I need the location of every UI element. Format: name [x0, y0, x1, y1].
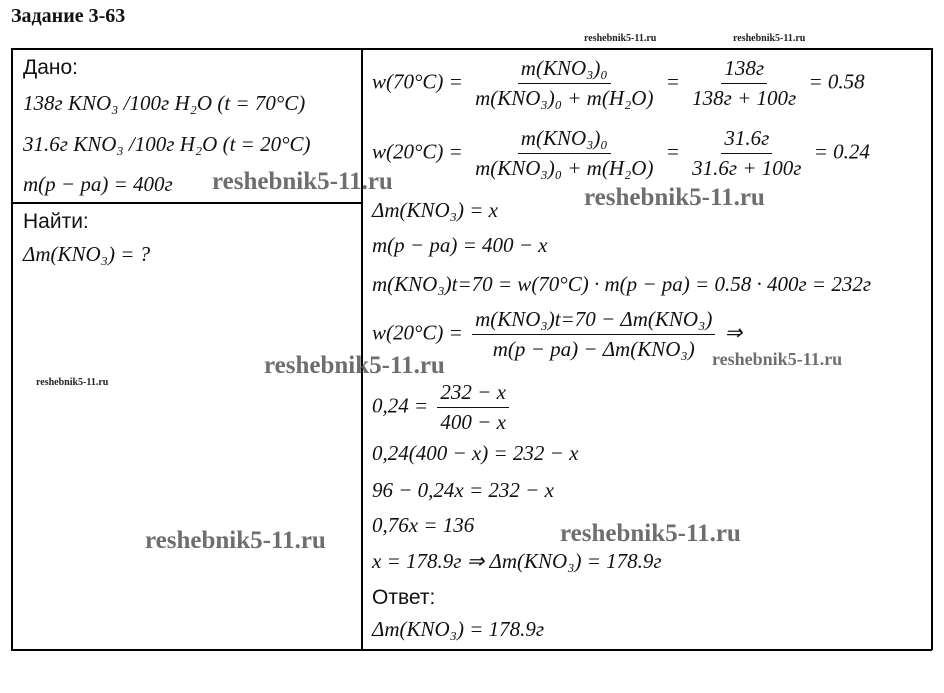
watermark: reshebnik5-11.ru	[264, 352, 445, 379]
find-header: Найти:	[23, 210, 89, 233]
answer-line: Δm(KNO₃) = 178.9г	[372, 617, 545, 641]
watermark: reshebnik5-11.ru	[145, 527, 326, 554]
solution-line: 0,76x = 136	[372, 513, 475, 537]
solution-line: m(p − pa) = 400 − x	[372, 233, 548, 257]
table-border-left	[11, 48, 13, 650]
equation-w20: w(20°C) = $\frac{\text{m(KNO₃)₀}}{\text{m(KNO₃)₀ + m(H₂O)}}$ = $\frac{31.6г}{31.6г + 100г}$ = 0.24	[372, 126, 870, 180]
watermark: reshebnik5-11.ru	[712, 349, 843, 369]
solution-line: m(KNO₃)t=70 = w(70°C) · m(p − pa) = 0.58 · 400г = 232г	[372, 272, 872, 296]
find-line: Δm(KNO₃) = ?	[23, 242, 151, 266]
given-line: m(p − pa) = 400г	[23, 172, 173, 196]
equation-w70: w(70°C) = $\frac{\text{m(KNO₃)₀}}{\text{m(KNO₃)₀ + m(H₂O)}}$ = $\frac{138г}{138г + 100г}$ = 0.58	[372, 56, 865, 110]
page-title: Задание 3-63	[11, 5, 126, 27]
solution-line: 96 − 0,24x = 232 − x	[372, 478, 554, 502]
table-border-top	[11, 48, 932, 50]
given-find-divider	[11, 202, 362, 204]
equation-w20-dissolved: w(20°C) = $\frac{\text{m(KNO₃)t=70 − Δm(KNO₃)}}{\text{m(p − pa) − Δm(KNO₃)}}$ ⇒	[372, 307, 743, 361]
table-border-right	[931, 48, 933, 650]
given-header: Дано:	[23, 56, 79, 79]
table-border-bottom	[11, 649, 932, 651]
given-line: 138г KNO₃ /100г H₂O (t = 70°C)	[23, 91, 306, 115]
equation-substitution: 0,24 = $\frac{232 - x}{400 - x}$	[372, 380, 513, 435]
solution-line: x = 178.9г ⇒ Δm(KNO₃) = 178.9г	[372, 549, 662, 573]
watermark: reshebnik5-11.ru	[584, 33, 657, 44]
solution-line: 0,24(400 − x) = 232 − x	[372, 441, 579, 465]
given-line: 31.6г KNO₃ /100г H₂O (t = 20°C)	[23, 132, 311, 156]
watermark: reshebnik5-11.ru	[584, 184, 765, 211]
watermark: reshebnik5-11.ru	[36, 377, 109, 388]
solution-line: Δm(KNO₃) = x	[372, 198, 498, 222]
answer-header: Ответ:	[372, 586, 436, 609]
watermark: reshebnik5-11.ru	[212, 168, 393, 195]
watermark: reshebnik5-11.ru	[733, 33, 806, 44]
table-divider	[361, 48, 363, 650]
watermark: reshebnik5-11.ru	[560, 520, 741, 547]
